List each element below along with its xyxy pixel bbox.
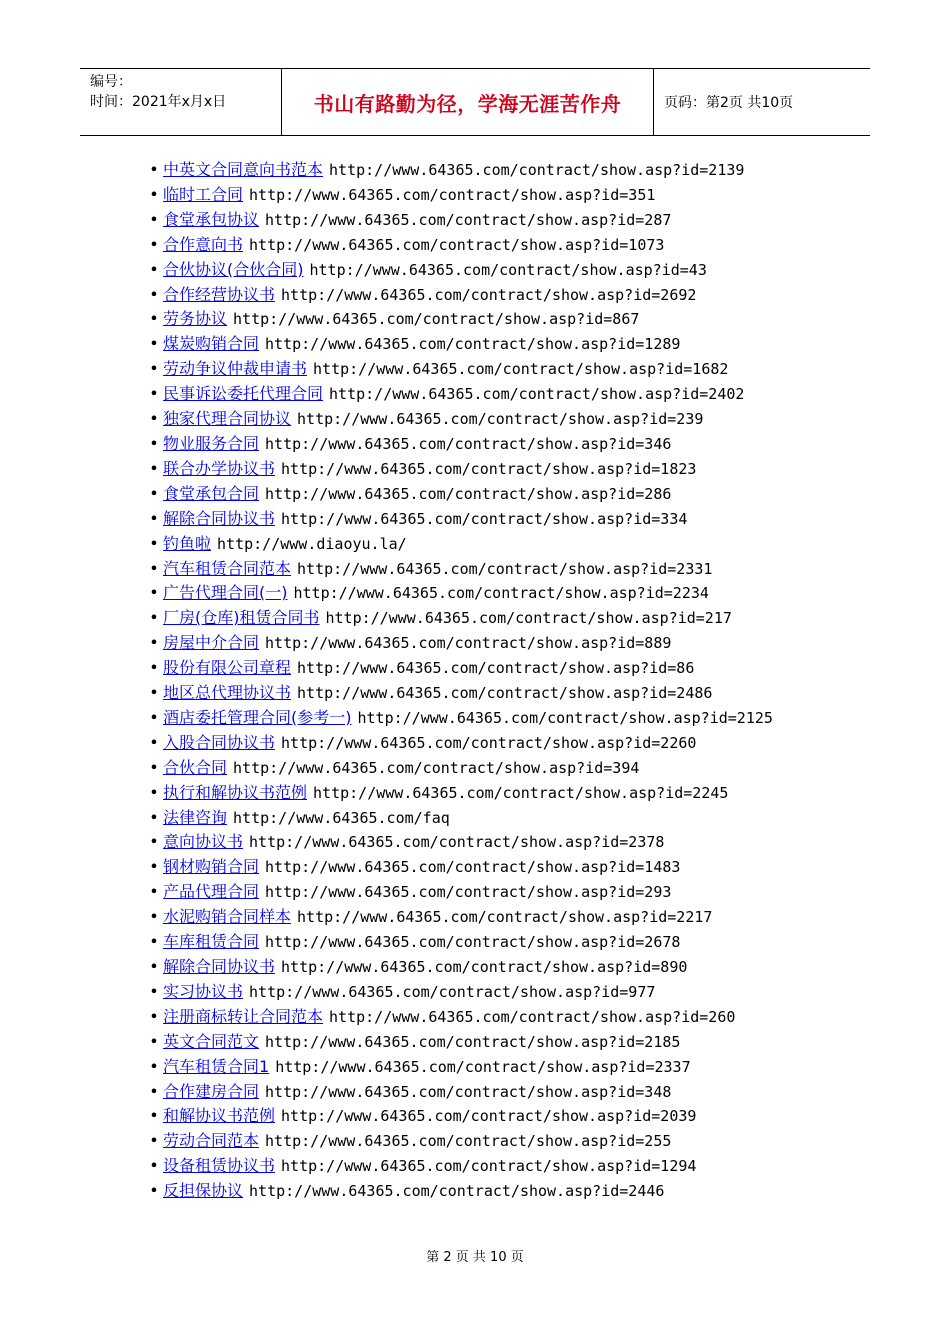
bullet-icon: • (149, 782, 159, 802)
bullet-icon: • (149, 1031, 159, 1051)
bullet-icon: • (149, 633, 159, 653)
link-url: http://www.64365.com/contract/show.asp?id=2125 (357, 708, 773, 727)
contract-link[interactable]: 食堂承包协议 (163, 209, 260, 229)
link-url: http://www.64365.com/contract/show.asp?id=286 (265, 484, 672, 503)
link-url: http://www.64365.com/contract/show.asp?id=1682 (313, 360, 729, 379)
link-url: http://www.64365.com/contract/show.asp?id=2678 (265, 933, 681, 952)
contract-link[interactable]: 劳动合同范本 (163, 1131, 260, 1151)
page-footer: 第 2 页 共 10 页 (426, 1250, 524, 1265)
list-item (145, 1080, 815, 1105)
contract-link[interactable]: 英文合同范文 (163, 1031, 260, 1051)
bullet-icon: • (149, 658, 159, 678)
contract-link[interactable]: 食堂承包合同 (163, 483, 260, 503)
contract-link[interactable]: 产品代理合同 (163, 882, 260, 902)
bullet-icon: • (149, 433, 159, 453)
list-item (145, 731, 815, 756)
link-url: http://www.64365.com/contract/show.asp?id=348 (265, 1082, 672, 1101)
bullet-icon: • (149, 757, 159, 777)
bullet-icon: • (149, 1181, 159, 1201)
bullet-icon: • (149, 209, 159, 229)
list-item (145, 457, 815, 482)
link-url: http://www.64365.com/contract/show.asp?id=2331 (297, 559, 713, 578)
link-url: http://www.64365.com/contract/show.asp?id=2337 (275, 1057, 691, 1076)
bullet-icon: • (149, 957, 159, 976)
header-page-info: 页码：第2页 共10页 (664, 95, 794, 111)
link-url: http://www.64365.com/contract/show.asp?id=43 (309, 260, 707, 279)
link-url: http://www.64365.com/contract/show.asp?id=2039 (281, 1107, 697, 1126)
contract-link[interactable]: 劳务协议 (163, 309, 228, 329)
list-item (145, 233, 815, 258)
list-item (145, 357, 815, 382)
link-url: http://www.64365.com/contract/show.asp?id=1294 (281, 1157, 697, 1176)
page-header (80, 68, 870, 136)
bullet-icon: • (149, 1131, 159, 1151)
bullet-icon: • (149, 1106, 159, 1126)
list-item (145, 1179, 815, 1204)
bullet-icon: • (149, 409, 159, 429)
list-item (145, 1005, 815, 1030)
list-item (145, 806, 815, 831)
bullet-icon: • (149, 882, 159, 902)
link-url: http://www.64365.com/contract/show.asp?id=394 (233, 758, 640, 777)
list-item (145, 307, 815, 332)
contract-link[interactable]: 钓鱼啦 (163, 533, 212, 553)
link-url: http://www.64365.com/contract/show.asp?id=2185 (265, 1032, 681, 1051)
list-item (145, 830, 815, 855)
contract-link[interactable]: 中英文合同意向书范本 (163, 160, 324, 179)
link-url: http://www.64365.com/contract/show.asp?id=2486 (297, 684, 713, 703)
bullet-icon: • (149, 384, 159, 404)
list-item (145, 208, 815, 233)
link-url: http://www.64365.com/contract/show.asp?id=2402 (329, 385, 745, 404)
contract-link[interactable]: 联合办学协议书 (163, 458, 276, 478)
contract-link[interactable]: 水泥购销合同样本 (163, 907, 292, 927)
contract-link[interactable]: 物业服务合同 (163, 433, 260, 453)
link-url: http://www.64365.com/contract/show.asp?id=977 (249, 982, 656, 1001)
list-item (145, 955, 815, 980)
contract-link[interactable]: 执行和解协议书范例 (163, 782, 308, 802)
contract-link[interactable]: 煤炭购销合同 (163, 334, 260, 354)
list-item (145, 532, 815, 557)
contract-link[interactable]: 钢材购销合同 (163, 857, 260, 877)
bullet-icon: • (149, 832, 159, 852)
document-date-label: 时间：2021年x月x日 (90, 94, 227, 110)
contract-link[interactable]: 房屋中介合同 (163, 633, 260, 653)
bullet-icon: • (149, 483, 159, 503)
link-url: http://www.64365.com/contract/show.asp?id=287 (265, 210, 672, 229)
bullet-icon: • (149, 907, 159, 927)
list-item (145, 1129, 815, 1154)
list-item (145, 1055, 815, 1080)
bullet-icon: • (149, 309, 159, 329)
link-url: http://www.64365.com/contract/show.asp?id=1073 (249, 235, 665, 254)
contract-link[interactable]: 车库租赁合同 (163, 932, 260, 952)
list-item (145, 781, 815, 806)
list-item (145, 930, 815, 955)
bullet-icon: • (149, 458, 159, 478)
bullet-icon: • (149, 184, 159, 204)
list-item (145, 382, 815, 407)
list-item (145, 482, 815, 507)
header-slogan-cell (282, 69, 654, 135)
link-url: http://www.64365.com/contract/show.asp?id=346 (265, 434, 672, 453)
link-url: http://www.64365.com/contract/show.asp?id=86 (297, 659, 695, 678)
list-item (145, 557, 815, 582)
header-meta (80, 69, 282, 135)
list-item (145, 332, 815, 357)
contract-link[interactable]: 合作经营协议书 (163, 284, 276, 304)
document-number-label: 编号： (90, 74, 132, 90)
contract-link[interactable]: 酒店委托管理合同(参考一) (163, 707, 352, 727)
contract-link[interactable]: 合作意向书 (163, 234, 244, 254)
link-url: http://www.64365.com/contract/show.asp?id=890 (281, 958, 688, 976)
link-url: http://www.64365.com/faq (233, 808, 450, 827)
bullet-icon: • (149, 359, 159, 379)
list-item (145, 283, 815, 308)
bullet-icon: • (149, 259, 159, 279)
bullet-icon: • (149, 334, 159, 354)
bullet-icon: • (149, 683, 159, 703)
list-item (145, 407, 815, 432)
bullet-icon: • (149, 508, 159, 528)
contract-link[interactable]: 劳动争议仲裁申请书 (163, 359, 308, 379)
contract-link[interactable]: 地区总代理协议书 (163, 683, 292, 703)
bullet-icon: • (149, 608, 159, 628)
list-item (145, 980, 815, 1005)
contract-link[interactable]: 民事诉讼委托代理合同 (163, 384, 324, 404)
link-url: http://www.64365.com/contract/show.asp?id=293 (265, 883, 672, 902)
list-item (145, 158, 815, 183)
list-item (145, 507, 815, 532)
contract-link[interactable]: 合伙协议(合伙合同) (163, 259, 304, 279)
bullet-icon: • (149, 1156, 159, 1176)
list-item (145, 258, 815, 283)
bullet-icon: • (149, 558, 159, 578)
link-url: http://www.64365.com/contract/show.asp?id=2260 (281, 733, 697, 752)
link-url: http://www.64365.com/contract/show.asp?id=2692 (281, 285, 697, 304)
list-item (145, 183, 815, 208)
link-url: http://www.64365.com/contract/show.asp?id=1823 (281, 459, 697, 478)
bullet-icon: • (149, 707, 159, 727)
link-url: http://www.64365.com/contract/show.asp?id=889 (265, 634, 672, 653)
bullet-icon: • (149, 284, 159, 304)
bullet-icon: • (149, 1056, 159, 1076)
contract-link[interactable]: 注册商标转让合同范本 (163, 1006, 324, 1026)
bullet-icon: • (149, 1081, 159, 1101)
contract-link[interactable]: 厂房(仓库)租赁合同书 (163, 608, 320, 628)
list-item (145, 606, 815, 631)
contract-link[interactable]: 股份有限公司章程 (163, 658, 292, 678)
bullet-icon: • (149, 1006, 159, 1026)
contract-link[interactable]: 和解协议书范例 (163, 1106, 276, 1126)
list-item (145, 756, 815, 781)
list-item (145, 656, 815, 681)
list-item (145, 631, 815, 656)
contract-link-list (145, 158, 815, 1204)
contract-link[interactable]: 合伙合同 (163, 757, 228, 777)
contract-link[interactable]: 解除合同协议书 (163, 957, 276, 976)
bullet-icon: • (149, 234, 159, 254)
list-item (145, 706, 815, 731)
link-url: http://www.64365.com/contract/show.asp?id=2446 (249, 1182, 665, 1201)
link-url: http://www.64365.com/contract/show.asp?id=1289 (265, 335, 681, 354)
contract-link[interactable]: 广告代理合同(一) (163, 583, 288, 603)
link-url: http://www.64365.com/contract/show.asp?id=260 (329, 1007, 736, 1026)
link-url: http://www.64365.com/contract/show.asp?id=2217 (297, 908, 713, 927)
link-url: http://www.diaoyu.la/ (217, 534, 407, 553)
link-url: http://www.64365.com/contract/show.asp?id=334 (281, 509, 688, 528)
list-item (145, 681, 815, 706)
contract-link[interactable]: 实习协议书 (163, 981, 244, 1001)
bullet-icon: • (149, 732, 159, 752)
contract-link[interactable]: 反担保协议 (163, 1181, 244, 1201)
list-item (145, 432, 815, 457)
list-item (145, 1154, 815, 1179)
link-url: http://www.64365.com/contract/show.asp?id=217 (325, 609, 732, 628)
link-url: http://www.64365.com/contract/show.asp?id=239 (297, 410, 704, 429)
contract-link[interactable]: 设备租赁协议书 (163, 1156, 276, 1176)
link-url: http://www.64365.com/contract/show.asp?id=255 (265, 1132, 672, 1151)
list-item (145, 880, 815, 905)
contract-link[interactable]: 合作建房合同 (163, 1081, 260, 1101)
bullet-icon: • (149, 583, 159, 603)
bullet-icon: • (149, 981, 159, 1001)
contract-link[interactable]: 汽车租赁合同范本 (163, 558, 292, 578)
link-url: http://www.64365.com/contract/show.asp?id=351 (249, 185, 656, 204)
list-item (145, 1030, 815, 1055)
bullet-icon: • (149, 932, 159, 952)
contract-link[interactable]: 临时工合同 (163, 184, 244, 204)
link-url: http://www.64365.com/contract/show.asp?id=2139 (329, 161, 745, 179)
link-url: http://www.64365.com/contract/show.asp?id=2234 (293, 584, 709, 603)
contract-link[interactable]: 入股合同协议书 (163, 732, 276, 752)
contract-link[interactable]: 汽车租赁合同1 (163, 1056, 270, 1076)
bullet-icon: • (149, 533, 159, 553)
list-item (145, 1104, 815, 1129)
contract-link[interactable]: 解除合同协议书 (163, 508, 276, 528)
link-url: http://www.64365.com/contract/show.asp?id=1483 (265, 858, 681, 877)
link-url: http://www.64365.com/contract/show.asp?id=2378 (249, 833, 665, 852)
list-item (145, 855, 815, 880)
contract-link[interactable]: 法律咨询 (163, 807, 228, 827)
list-item (145, 905, 815, 930)
bullet-icon: • (149, 160, 159, 179)
list-item (145, 581, 815, 606)
bullet-icon: • (149, 857, 159, 877)
contract-link[interactable]: 独家代理合同协议 (163, 409, 292, 429)
link-url: http://www.64365.com/contract/show.asp?id=867 (233, 310, 640, 329)
link-url: http://www.64365.com/contract/show.asp?id=2245 (313, 783, 729, 802)
contract-link[interactable]: 意向协议书 (163, 832, 244, 852)
bullet-icon: • (149, 807, 159, 827)
header-slogan: 书山有路勤为径，学海无涯苦作舟 (313, 91, 622, 116)
